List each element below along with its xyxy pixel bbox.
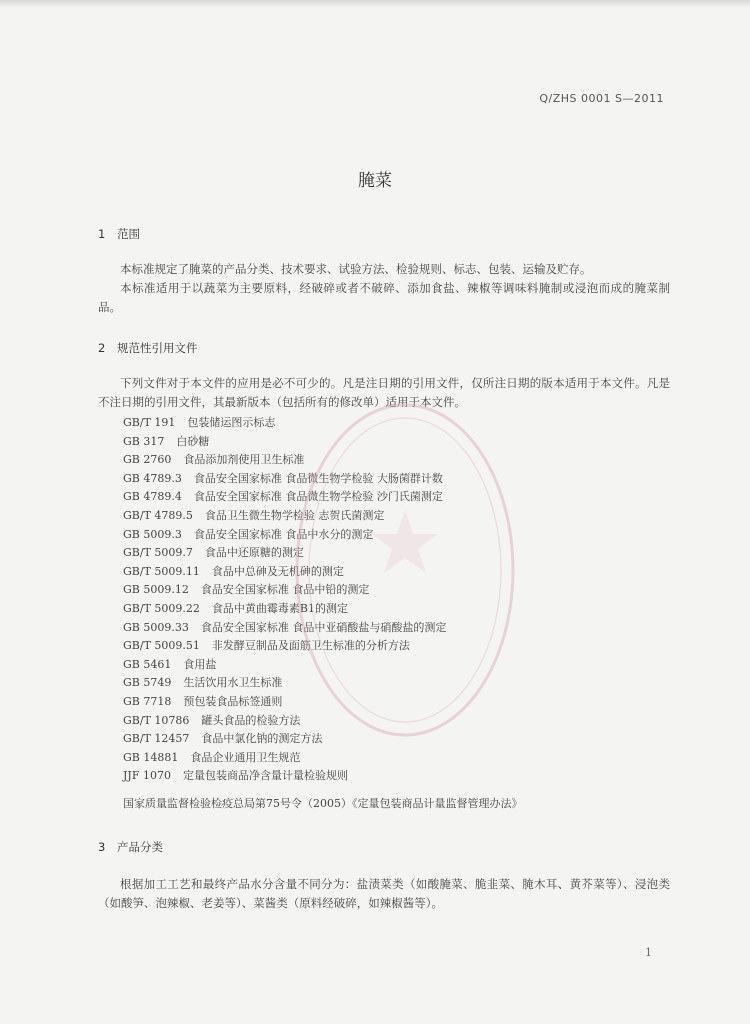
reference-title: 非发酵豆制品及面筋卫生标准的分析方法 — [211, 639, 410, 653]
reference-code: GB/T 10786 — [123, 713, 190, 727]
reference-code: GB 7718 — [123, 694, 172, 708]
reference-title: 生活饮用水卫生标准 — [183, 676, 283, 690]
reference-code: JJF 1070 — [123, 769, 171, 783]
reference-title: 食品安全国家标准 食品中铅的测定 — [200, 583, 370, 597]
reference-item — [123, 507, 446, 526]
reference-code: GB/T 5009.11 — [123, 564, 200, 578]
reference-item — [123, 544, 446, 563]
document-code: Q/ZHS 0001 S—2011 — [539, 92, 664, 105]
section-number: 1 — [98, 227, 106, 241]
reference-item — [123, 619, 446, 638]
section-3-heading — [98, 839, 163, 855]
reference-code: GB 14881 — [123, 750, 179, 764]
reference-item — [123, 414, 446, 433]
scan-edge — [0, 0, 750, 8]
section-title: 规范性引用文件 — [117, 341, 198, 355]
reference-item — [123, 712, 446, 731]
reference-code: GB 4789.3 — [123, 471, 182, 485]
section-1-paragraph-2: 本标准适用于以蔬菜为主要原料，经破碎或者不破碎、添加食盐、辣椒等调味料腌制或浸泡而成的腌菜制品。 — [98, 281, 670, 314]
reference-title: 食品安全国家标准 食品微生物学检验 大肠菌群计数 — [193, 471, 443, 485]
reference-item — [123, 767, 446, 786]
reference-title: 食用盐 — [183, 657, 217, 671]
section-3-paragraph: 根据加工工艺和最终产品水分含量不同分为：盐渍菜类（如酸腌菜、脆韭菜、腌木耳、黄芥菜等）、浸泡类（如酸笋、泡辣椒、老姜等）、菜酱类（原料经破碎，如辣椒酱等）。 — [98, 877, 670, 910]
reference-title: 定量包装商品净含量计量检验规则 — [182, 769, 348, 783]
reference-code: GB 5461 — [123, 657, 172, 671]
reference-item — [123, 674, 446, 693]
reference-item — [123, 581, 446, 600]
reference-code: GB 4789.4 — [123, 490, 182, 504]
section-title: 范围 — [117, 227, 140, 241]
reference-title: 食品中还原糖的测定 — [204, 546, 304, 560]
reference-title: 食品企业通用卫生规范 — [190, 750, 301, 764]
reference-code: GB 5749 — [123, 676, 172, 690]
reference-item — [123, 693, 446, 712]
reference-code: GB 317 — [123, 434, 165, 448]
reference-item — [123, 749, 446, 768]
reference-item — [123, 600, 446, 619]
reference-title: 罐头食品的检验方法 — [201, 713, 301, 727]
reference-title: 预包装食品标签通则 — [183, 694, 283, 708]
reference-title: 食品中氯化钠的测定方法 — [201, 732, 323, 746]
reference-code: GB/T 5009.51 — [123, 639, 200, 653]
reference-item — [123, 488, 446, 507]
page-number: 1 — [645, 946, 652, 959]
section-1-heading — [98, 226, 140, 242]
reference-title: 食品安全国家标准 食品微生物学检验 沙门氏菌测定 — [193, 490, 443, 504]
decree-reference: 国家质量监督检验检疫总局第75号令（2005）《定量包装商品计量监督管理办法》 — [123, 797, 523, 810]
reference-code: GB 5009.33 — [123, 620, 189, 634]
reference-code: GB/T 5009.22 — [123, 601, 200, 615]
reference-code: GB 5009.12 — [123, 583, 189, 597]
reference-title: 食品中总砷及无机砷的测定 — [211, 564, 344, 578]
reference-item — [123, 451, 446, 470]
reference-item — [123, 656, 446, 675]
section-number: 2 — [98, 341, 106, 355]
section-2-paragraph: 下列文件对于本文件的应用是必不可少的。凡是注日期的引用文件，仅所注日期的版本适用于本文件。凡是不注日期的引用文件，其最新版本（包括所有的修改单）适用于本文件。 — [98, 376, 670, 409]
reference-code: GB/T 5009.7 — [123, 546, 193, 560]
reference-title: 食品卫生微生物学检验 志贺氏菌测定 — [204, 508, 385, 522]
section-number: 3 — [98, 840, 106, 854]
reference-item — [123, 563, 446, 582]
reference-title: 食品中黄曲霉毒素B1的测定 — [211, 601, 348, 615]
reference-title: 食品安全国家标准 食品中水分的测定 — [193, 527, 374, 541]
reference-item — [123, 637, 446, 656]
reference-code: GB 5009.3 — [123, 527, 182, 541]
section-2-heading — [98, 340, 198, 356]
reference-title: 食品安全国家标准 食品中亚硝酸盐与硝酸盐的测定 — [200, 620, 447, 634]
reference-code: GB/T 4789.5 — [123, 508, 193, 522]
reference-title: 食品添加剂使用卫生标准 — [183, 453, 305, 467]
reference-code: GB/T 191 — [123, 416, 176, 429]
reference-code: GB 2760 — [123, 453, 172, 467]
section-1-paragraph-1: 本标准规定了腌菜的产品分类、技术要求、试验方法、检验规则、标志、包装、运输及贮存。 — [120, 262, 592, 276]
section-title: 产品分类 — [117, 840, 163, 854]
reference-title: 包装储运图示标志 — [187, 416, 276, 429]
reference-item — [123, 433, 446, 452]
reference-item — [123, 470, 446, 489]
reference-item — [123, 730, 446, 749]
reference-item — [123, 526, 446, 545]
reference-list — [123, 414, 446, 786]
reference-code: GB/T 12457 — [123, 732, 190, 746]
reference-title: 白砂糖 — [176, 434, 210, 448]
document-title: 腌菜 — [358, 171, 392, 191]
